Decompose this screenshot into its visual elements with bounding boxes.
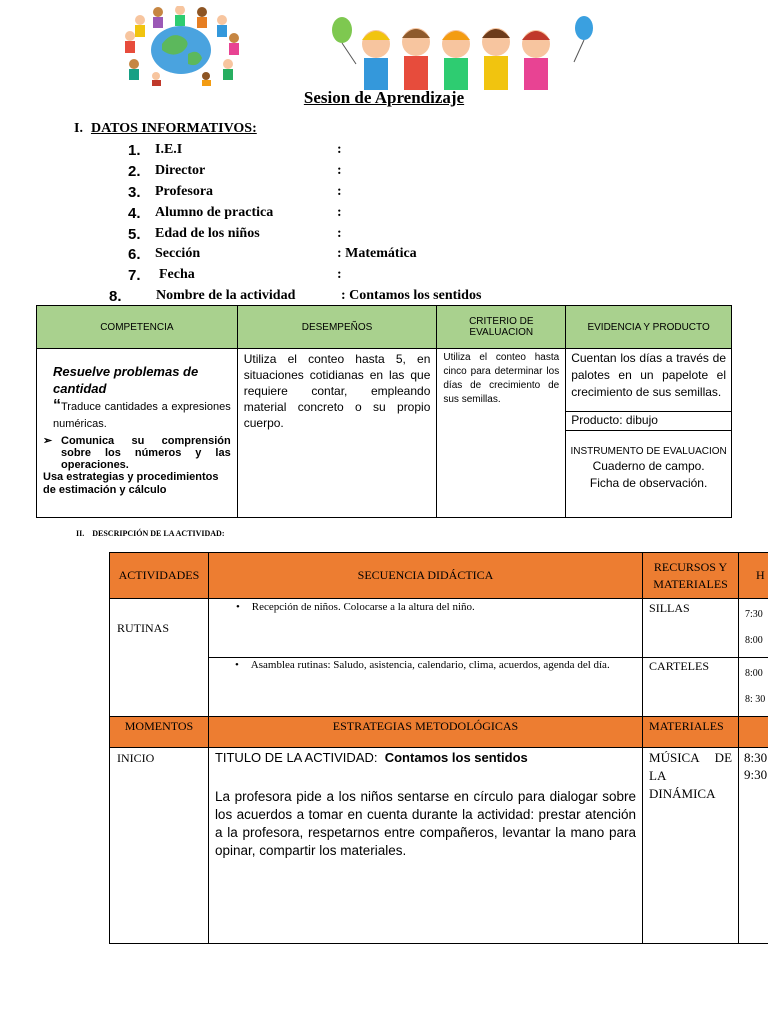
info-number: 2.: [128, 163, 141, 180]
inicio-cell: [208, 748, 642, 944]
rutina-2-text: Asamblea rutinas: Saludo, asistencia, calendario, clima, acuerdos, agenda del día.: [250, 659, 610, 671]
criterio-cell: Utiliza el conteo hasta cinco para determinar los días de crecimiento de sus semillas.: [437, 349, 566, 518]
competencia-title: Resuelve problemas de cantidad: [53, 364, 199, 396]
bullet-icon: •: [235, 601, 240, 613]
bullet-icon: •: [234, 659, 239, 671]
header-materiales: MATERIALES: [643, 717, 739, 748]
page-title: Sesion de Aprendizaje: [303, 88, 465, 107]
inicio-material: MÚSICA DE LA DINÁMICA: [643, 748, 739, 944]
activities-table: [109, 552, 768, 944]
competencia-item-2: ➢ Comunica su comprensión sobre los números y las operaciones.: [43, 435, 231, 471]
info-label: Director: [155, 163, 206, 178]
children-around-globe-image: [110, 6, 252, 86]
info-row-seccion: [0, 246, 768, 266]
section-1-heading: [74, 121, 257, 137]
rutina-2-material: CARTELES: [643, 658, 739, 717]
section-1-title: DATOS INFORMATIVOS:: [90, 121, 257, 136]
inicio-time: 8:30 9:30: [739, 748, 768, 944]
evidencia-cell: Cuentan los días a través de palotes en un papelote el crecimiento de sus semillas.: [566, 349, 732, 412]
competencia-item-1: “Traduce cantidades a expresiones numéricas.: [53, 397, 231, 430]
info-row-director: [0, 163, 768, 183]
info-label: Edad de los niños: [155, 226, 260, 241]
header-desempenos: DESEMPEÑOS: [237, 306, 437, 349]
section-2-title: DESCRIPCIÓN DE LA ACTIVIDAD:: [92, 529, 225, 538]
inicio-label: INICIO: [110, 748, 209, 944]
section-2-number: II.: [76, 529, 85, 538]
quote-mark: “: [53, 397, 61, 414]
kids-with-balloons-image: [326, 14, 598, 90]
rutina-1-cell: [208, 599, 642, 658]
info-row-fecha: [0, 267, 768, 287]
info-value: : Matemática: [337, 246, 417, 261]
desempeno-cell: Utiliza el conteo hasta 5, en situaciones cotidianas en las que requiere contar, empleando material concreto o su propio cuerpo.: [237, 349, 437, 518]
info-value: :: [337, 226, 342, 241]
inicio-title-label: TITULO DE LA ACTIVIDAD:: [214, 750, 378, 765]
rutina-2-time: 8:00 8: 30: [739, 658, 768, 717]
instrumento-title: INSTRUMENTO DE EVALUACION: [570, 446, 727, 457]
header-secuencia: SECUENCIA DIDÁCTICA: [208, 553, 642, 599]
info-label: Profesora: [155, 184, 214, 199]
info-number: 4.: [128, 205, 141, 222]
info-value: :: [337, 184, 342, 199]
inicio-title-value: Contamos los sentidos: [384, 750, 528, 765]
rutina-1-text: Recepción de niños. Colocarse a la altura del niño.: [251, 601, 475, 613]
header-momentos: MOMENTOS: [110, 717, 209, 748]
header-evidencia: EVIDENCIA Y PRODUCTO: [566, 306, 732, 349]
info-value: :: [337, 205, 342, 220]
info-value: :: [337, 142, 342, 157]
header-estrategias: ESTRATEGIAS METODOLÓGICAS: [208, 717, 642, 748]
info-row-profesora: [0, 184, 768, 204]
competencia-item-3: Usa estrategias y procedimientos de estimación y cálculo: [43, 471, 219, 496]
info-label: Nombre de la actividad: [156, 288, 296, 303]
producto-cell: Producto: dibujo: [566, 412, 732, 431]
header-criterio: CRITERIO DE EVALUACION: [437, 306, 566, 349]
competency-table: [36, 305, 732, 518]
info-label: I.E.I: [155, 142, 183, 157]
header-actividades: ACTIVIDADES: [110, 553, 209, 599]
instrumento-item: Cuaderno de campo.: [592, 459, 705, 473]
competencia-cell: [37, 349, 238, 518]
info-number: 3.: [128, 184, 141, 201]
info-number: 6.: [128, 246, 141, 263]
rutina-1-time: 7:30 8:00: [739, 599, 768, 658]
rutina-2-cell: [208, 658, 642, 717]
info-number: 5.: [128, 226, 141, 243]
section-1-number: I.: [74, 121, 83, 136]
inicio-text: La profesora pide a los niños sentarse en círculo para dialogar sobre los acuerdos a tomar en cuenta durante la actividad: prestar atención a la profesora, respetarnos entre compañeros, levantar la mano para opinar, compartir los materiales.: [214, 789, 637, 858]
instrumento-item: Ficha de observación.: [589, 476, 708, 490]
info-value: :: [337, 163, 342, 178]
info-label: Fecha: [159, 267, 195, 282]
rutina-1-material: SILLAS: [643, 599, 739, 658]
info-label: Alumno de practica: [155, 205, 274, 220]
info-number: 7.: [128, 267, 141, 284]
header-hora-empty: [739, 717, 768, 748]
info-number: 1.: [128, 142, 141, 159]
header-competencia: COMPETENCIA: [37, 306, 238, 349]
header-hora: H: [739, 553, 768, 599]
info-number: 8.: [109, 288, 122, 305]
info-row-edad: [0, 226, 768, 246]
info-row-alumno: [0, 205, 768, 225]
info-value: : Contamos los sentidos: [341, 288, 482, 303]
instrumento-cell: [566, 431, 732, 518]
rutinas-label: RUTINAS: [110, 599, 209, 717]
section-2-heading: [76, 529, 224, 538]
header-recursos: RECURSOS Y MATERIALES: [643, 553, 739, 599]
info-row-iei: [0, 142, 768, 162]
arrow-bullet-icon: ➢: [43, 435, 53, 447]
info-label: Sección: [155, 246, 201, 261]
info-value: :: [337, 267, 342, 282]
